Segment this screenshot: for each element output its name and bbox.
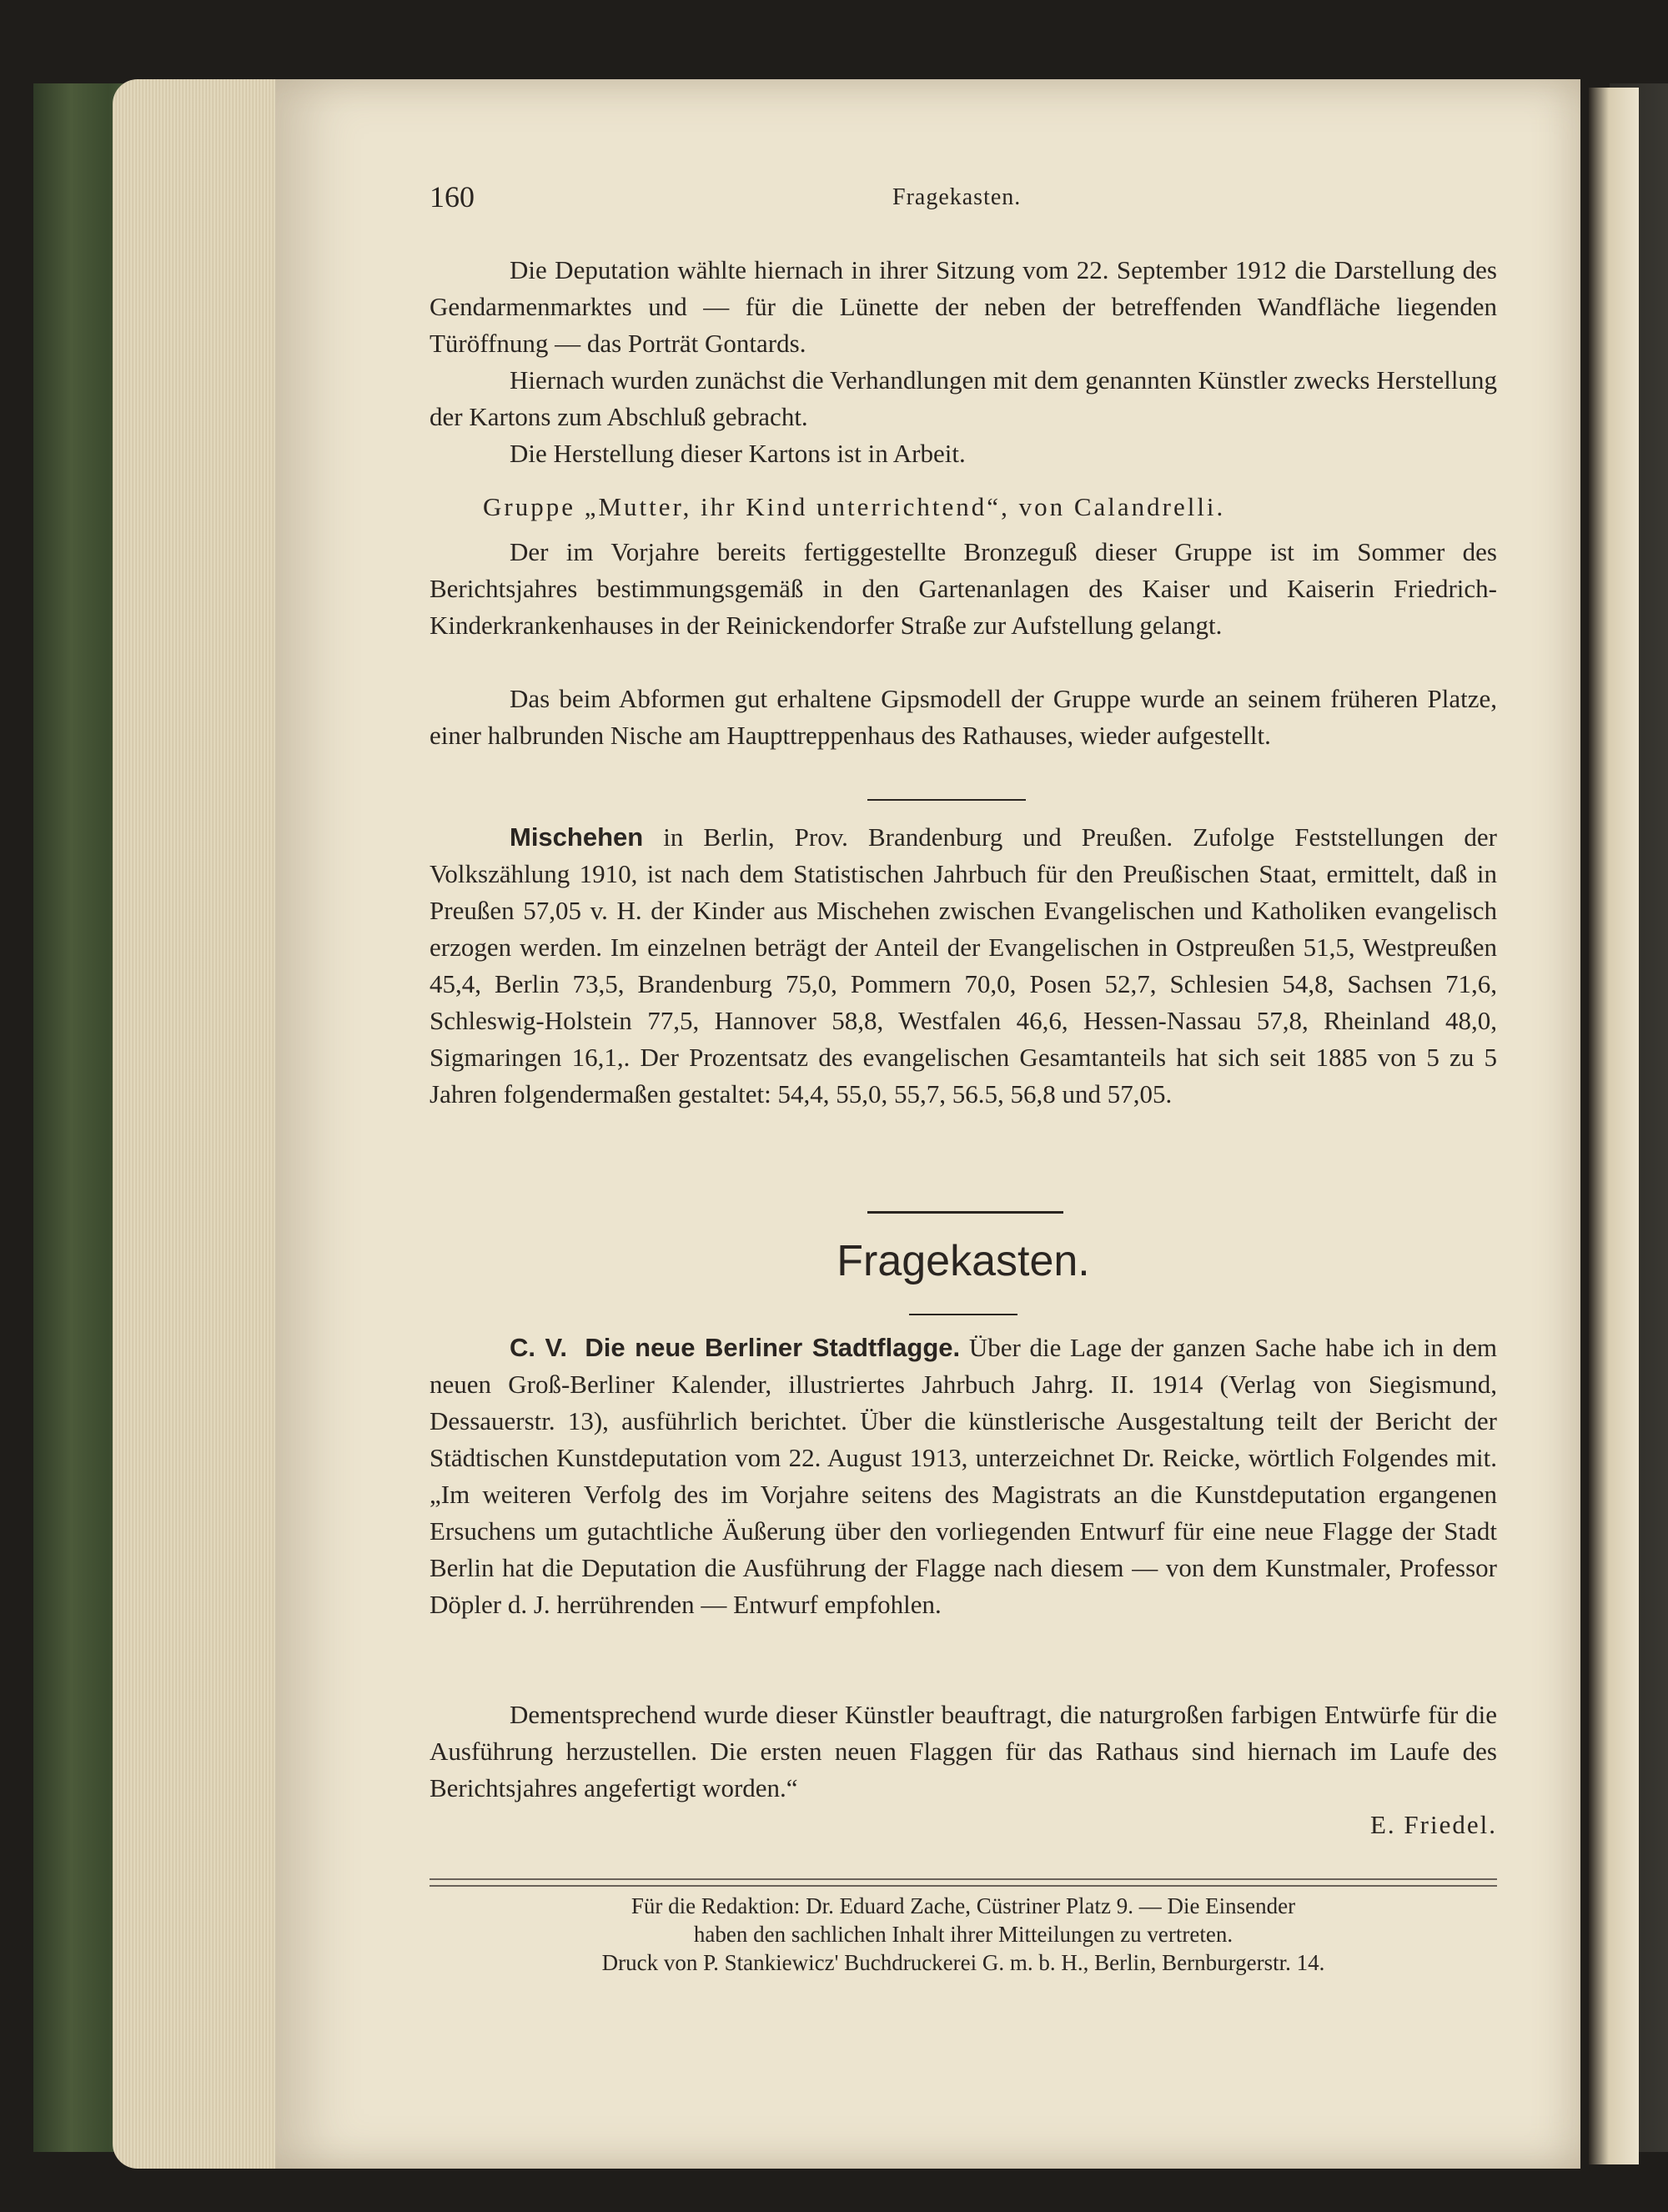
short-divider (867, 799, 1026, 801)
page-edges (113, 79, 292, 2169)
paragraph-bronzeguss: Der im Vorjahre bereits fertiggestellte Bronzeguß dieser Gruppe ist im Sommer des Berichtsjahres bestimmungsgemäß in den Gartenanlagen des Kaiser und Kaiserin Friedrich-Kinderkrankenhauses in der Reinickendorfer Straße zur Aufstellung gelangt. (430, 537, 1497, 640)
cv-lead: C. V. (510, 1333, 567, 1362)
mischehen-lead: Mischehen (510, 822, 644, 852)
paragraph-hiernach: Hiernach wurden zunächst die Verhandlungen mit dem genannten Künstler zwecks Herstellung der Kartons zum Abschluß gebracht. (430, 365, 1497, 431)
section-title: Fragekasten. (837, 1237, 1090, 1285)
footer-line-3: Druck von P. Stankiewicz' Buchdruckerei G. m. b. H., Berlin, Bernburgerstr. 14. (601, 1950, 1325, 1975)
footer-line-1: Für die Redaktion: Dr. Eduard Zache, Cüstriner Platz 9. — Die Einsender (631, 1893, 1296, 1918)
paragraph-mischehen (430, 819, 1497, 1113)
facing-page-edge (1589, 88, 1639, 2164)
paragraph-gipsmodell: Das beim Abformen gut erhaltene Gipsmodell der Gruppe wurde an seinem früheren Platze, einer halbrunden Nische am Haupttreppenhaus des Rathauses, wieder aufgestellt. (430, 684, 1497, 750)
signature: E. Friedel. (1370, 1810, 1497, 1839)
running-head (430, 179, 1497, 221)
cv-topic: Die neue Berliner Stadtflagge. (585, 1333, 961, 1362)
running-title: Fragekasten. (892, 184, 1022, 210)
group-heading: Gruppe „Mutter, ihr Kind unterrichtend“, von Calandrelli. (483, 492, 1226, 521)
footer-line-2: haben den sachlichen Inhalt ihrer Mitteilungen zu vertreten. (693, 1922, 1233, 1947)
paragraph-deputation: Die Deputation wählte hiernach in ihrer Sitzung vom 22. September 1912 die Darstellung des Gendarmenmarktes und — für die Lünette der neben der betreffenden Wandfläche liegenden Türöffnung — das Porträt Gontards. (430, 255, 1497, 358)
paragraph-stadtflagge (430, 1330, 1497, 1623)
page-number: 160 (430, 180, 475, 214)
footer-rule (430, 1878, 1497, 1887)
cv-text: Über die Lage der ganzen Sache habe ich in dem neuen Groß-Berliner Kalender, illustriertes Jahrbuch Jahrg. II. 1914 (Verlag von Siegismund, Dessauerstr. 13), ausführlich berichtet. Über die künstlerische Ausgestaltung teilt der Bericht der Städtischen Kunstdeputation vom 22. August 1913, unterzeichnet Dr. Reicke, wörtlich Folgendes mit. „Im weiteren Verfolg des im Vorjahre seitens des Magistrats an die Kunstdeputation ergangenen Ersuchens um gutachtliche Äußerung über den vorliegenden Entwurf für eine neue Flagge der Stadt Berlin hat die Deputation die Ausführung der Flagge nach diesem — von dem Kunstmaler, Professor Döpler d. J. herrührenden — Entwurf empfohlen. (430, 1333, 1498, 1619)
title-underline (909, 1314, 1017, 1315)
mischehen-text: in Berlin, Prov. Brandenburg und Preußen. Zufolge Feststellungen der Volkszählung 1910, ist nach dem Statistischen Jahrbuch für den Preußischen Staat, ermittelt, daß in Preußen 57,05 v. H. der Kinder aus Mischehen zwischen Evangelischen und Katholiken evangelisch erzogen werden. Im einzelnen beträgt der Anteil der Evangelischen in Ostpreußen 51,5, Westpreußen 45,4, Berlin 73,5, Brandenburg 75,0, Pommern 70,0, Posen 52,7, Schlesien 54,8, Sachsen 71,6, Schleswig-Holstein 77,5, Hannover 58,8, Westfalen 46,6, Hessen-Nassau 57,8, Rheinland 48,0, Sigmaringen 16,1,. Der Prozentsatz des evangelischen Gesamtanteils hat sich seit 1885 von 5 zu 5 Jahren folgendermaßen gestaltet: 54,4, 55,0, 55,7, 56.5, 56,8 und 57,05. (430, 822, 1497, 1109)
section-divider (867, 1211, 1063, 1214)
paragraph-dementsprechend: Dementsprechend wurde dieser Künstler beauftragt, die naturgroßen farbigen Entwürfe für die Ausführung herzustellen. Die ersten neuen Flaggen für das Rathaus sind hiernach im Laufe des Berichtsjahres angefertigt worden.“ (430, 1700, 1497, 1802)
paragraph-herstellung: Die Herstellung dieser Kartons ist in Arbeit. (510, 439, 966, 468)
